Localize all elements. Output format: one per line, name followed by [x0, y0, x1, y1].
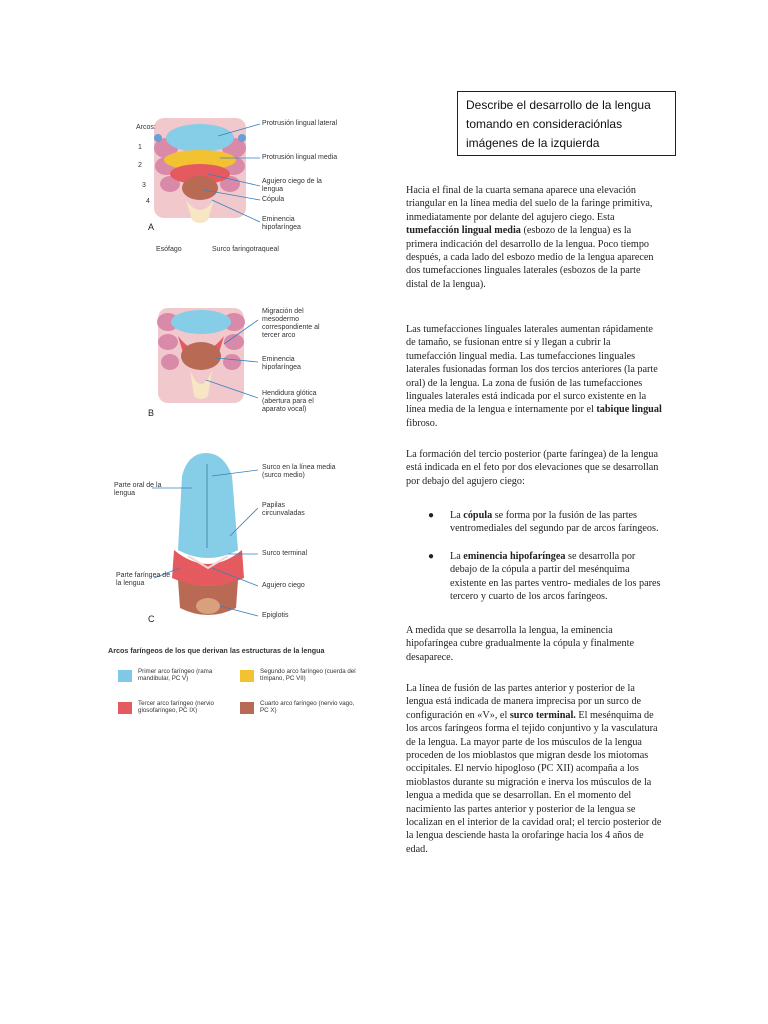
- panel-b-letter: B: [148, 408, 155, 418]
- legend-swatch-second-arch: [240, 670, 254, 682]
- legend-title: Arcos faríngeos de los que derivan las estructuras de la lengua: [108, 646, 325, 655]
- term-copula: cópula: [463, 510, 493, 521]
- p2-text-a: Las tumefacciones linguales laterales aumentan rápidamente de tamaño, se fusionan entre sí y llegan a cubrir la tumefacción lingual media. Las tumefacciones linguales laterales fusionadas forman los dos tercios anteriores (la parte oral) de la lengua. La zona de fusión de las tumefacciones linguales laterales está indicada por el surco existente en la línea media de la lengua e internamente por el: [406, 324, 658, 416]
- term-tumefaccion-lingual-media: tumefacción lingual media: [406, 225, 521, 237]
- label-parte-faringea: Parte faríngea de la lengua: [116, 572, 171, 587]
- panel-c-letter: C: [148, 614, 155, 624]
- arcos-label: Arcos:: [136, 124, 156, 131]
- panel-a-letter: A: [148, 222, 155, 232]
- label-protrusion-media: Protrusión lingual media: [262, 154, 338, 161]
- label-protrusion-lateral: Protrusión lingual lateral: [262, 120, 338, 127]
- term-eminencia-hipofaringea: eminencia hipofaríngea: [463, 551, 566, 562]
- b2-text-c: se desarrolla por debajo de la cópula a partir del mesénquima existente en las partes ventro- mediales de los pares tercero y cuarto de los arcos faríngeos.: [450, 551, 661, 603]
- label-esofago: Esófago: [156, 246, 182, 253]
- paragraph-4: [406, 624, 662, 664]
- label-migracion-mesodermo: Migración del mesodermo correspondiente al tercer arco: [262, 308, 320, 339]
- label-copula: Cópula: [262, 196, 285, 203]
- b1-text-a: La: [450, 510, 464, 521]
- paragraph-2: [406, 323, 662, 430]
- legend-label-fourth-arch: Cuarto arco faríngeo (nervio vago, PC X): [260, 700, 355, 714]
- b2-text-a: La: [450, 551, 464, 562]
- b1-text-c: se forma por la fusión de las partes ventromediales del segundo par de arcos faríngeos.: [450, 510, 659, 535]
- legend-swatch-first-arch: [118, 670, 132, 682]
- label-papilas-circunvaladas: Papilas circunvaladas: [262, 502, 305, 517]
- bullet-copula: [428, 509, 664, 536]
- label-parte-oral: Parte oral de la lengua: [114, 482, 162, 497]
- question-text: Describe el desarrollo de la lengua tomando en consideraciónlas imágenes de la izquierda: [466, 98, 651, 150]
- term-surco-terminal: surco terminal.: [509, 709, 576, 721]
- p1-text-a: Hacia el final de la cuarta semana aparece una elevación triangular en la línea media del suelo de la faringe primitiva, inmediatamente por delante del agujero ciego. Esta: [406, 185, 653, 223]
- legend-label-second-arch: Segundo arco faríngeo (cuerda del tímpano, PC VII): [260, 668, 356, 682]
- p1-text-c: (esbozo de la lengua) es la primera indicación del desarrollo de la lengua. Poco tiempo después, a cada lado del esbozo medio de la lengua aparecen dos tumefacciones linguales laterales (esbozos de la parte distal de la lengua).: [406, 225, 654, 290]
- arch-number-4: 4: [146, 198, 150, 205]
- bullet-dot-1: ●: [428, 510, 435, 521]
- p3-text: La formación del tercio posterior (parte faríngea) de la lengua está indicada en el feto por dos elevaciones que se desarrollan por debajo del agujero ciego:: [406, 449, 659, 487]
- term-tabique-lingual: tabique lingual: [596, 404, 662, 416]
- panel-a-drawing: [154, 118, 246, 223]
- p4-text: A medida que se desarrolla la lengua, la eminencia hipofaríngea cubre gradualmente la cópula y finalmente desaparece.: [406, 625, 634, 663]
- legend-label-third-arch: Tercer arco faríngeo (nervio glosofaríngeo, PC IX): [138, 700, 215, 714]
- arch-number-2: 2: [138, 162, 142, 169]
- label-surco-faringotraqueal: Surco faringotraqueal: [212, 246, 279, 253]
- p2-text-c: fibroso.: [406, 417, 438, 429]
- p5-text-a: La línea de fusión de las partes anterior y posterior de la lengua está indicada de manera imprecisa por un surco de configuración en «V», el: [406, 683, 642, 721]
- label-hendidura-glotica: Hendidura glótica (abertura para el aparato vocal): [262, 390, 317, 413]
- legend-label-first-arch: Primer arco faríngeo (rama mandibular, PC V): [138, 668, 213, 682]
- arch-number-3: 3: [142, 182, 146, 189]
- label-epiglotis: Epiglotis: [262, 612, 289, 619]
- paragraph-3: [406, 448, 662, 488]
- legend-swatch-third-arch: [118, 702, 132, 714]
- tongue-development-figure: [108, 108, 364, 720]
- paragraph-1: [406, 184, 662, 291]
- p5-text-c: El mesénquima de los arcos faríngeos forma el tejido conjuntivo y la vasculatura de la lengua. La mayor parte de los músculos de la lengua proceden de los mioblastos que migran desde los miotomas occipitales. El nervio hipogloso (PC XII) acompaña a los mioblastos durante su migración e inerva los músculos de la lengua a medida que se desarrollan. En el momento del nacimiento las partes anterior y posterior de la lengua se localizan en el interior de la cavidad oral; el tercio posterior de la lengua desciende hasta la orofaringe hacia los 4 años de edad.: [406, 709, 662, 855]
- label-surco-terminal: Surco terminal: [262, 550, 308, 557]
- question-box: [457, 91, 676, 156]
- legend-swatch-fourth-arch: [240, 702, 254, 714]
- label-agujero-ciego: Agujero ciego de la lengua: [262, 178, 322, 193]
- bullet-eminencia: [428, 550, 664, 604]
- label-eminencia-hipofaringea-b: Eminencia hipofaríngea: [262, 356, 301, 371]
- paragraph-5: [406, 682, 662, 856]
- label-agujero-ciego-c: Agujero ciego: [262, 582, 305, 589]
- label-surco-linea-media: Surco en la línea media (surco medio): [262, 464, 336, 479]
- panel-c-drawing: [172, 453, 244, 615]
- arch-number-1: 1: [138, 144, 142, 151]
- label-eminencia-hipofaringea: Eminencia hipofaríngea: [262, 216, 301, 231]
- bullet-dot-2: ●: [428, 551, 435, 562]
